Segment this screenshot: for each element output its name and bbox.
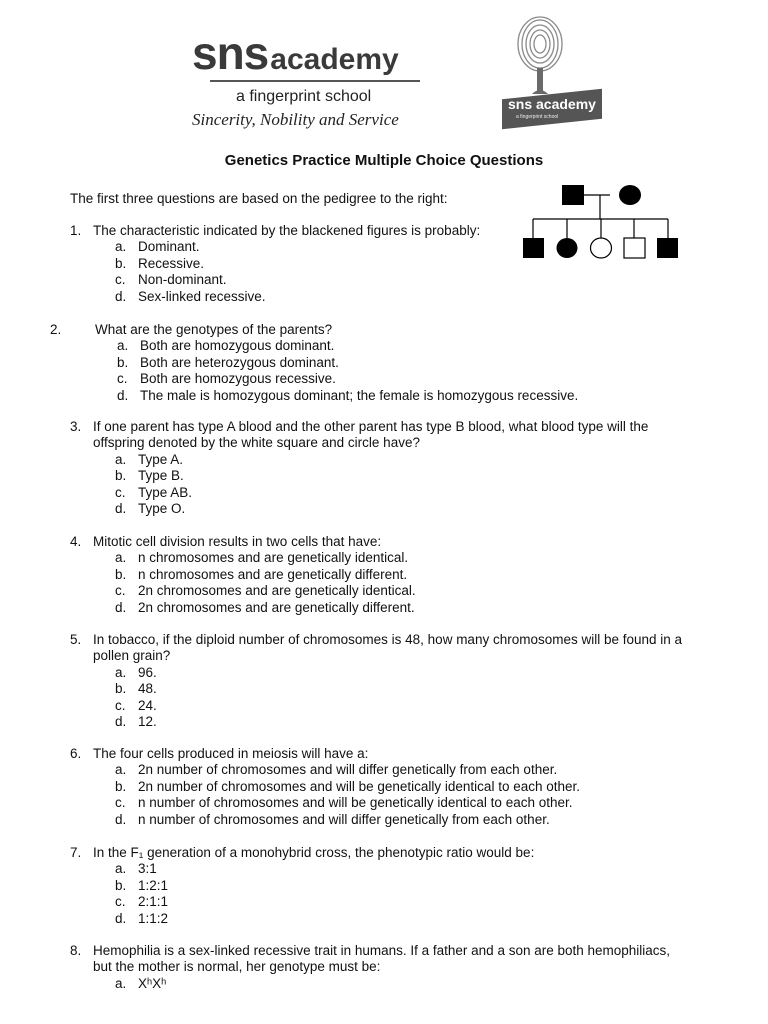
question-stem: but the mother is normal, her genotype must be: (93, 959, 381, 975)
brand-name (192, 27, 462, 79)
fingerprint-icon (510, 16, 570, 96)
option-text: 2n chromosomes and are genetically identical. (138, 583, 416, 599)
option-letter: a. (115, 451, 127, 467)
question-number: 8. (70, 943, 82, 958)
option-letter: a. (115, 550, 127, 566)
fingerprint-tree-logo (500, 16, 604, 128)
option-letter: d. (115, 713, 127, 729)
option-letter: a. (115, 861, 127, 877)
question-number: 4. (70, 534, 82, 549)
option-letter: d. (115, 599, 127, 615)
question-number: 2. (50, 322, 62, 337)
pedigree-diagram (520, 183, 684, 261)
option-text: Dominant. (138, 239, 200, 255)
option-letter: b. (115, 778, 127, 794)
option-text: Type B. (138, 468, 184, 484)
question-number: 7. (70, 845, 82, 860)
option-letter: a. (115, 664, 127, 680)
option-letter: c. (115, 697, 126, 713)
father-affected-square (562, 185, 584, 205)
option-text: The male is homozygous dominant; the female is homozygous recessive. (140, 387, 579, 403)
brand-sns: sns (192, 27, 269, 79)
option-letter: c. (117, 371, 128, 387)
question-stem: In tobacco, if the diploid number of chromosomes is 48, how many chromosomes will be found in a (93, 632, 683, 647)
option-letter: d. (115, 910, 127, 926)
brand-tagline: Sincerity, Nobility and Service (192, 110, 399, 129)
option-text: 2:1:1 (138, 894, 169, 910)
page-title: Genetics Practice Multiple Choice Questions (224, 152, 544, 169)
brand-logo (192, 27, 462, 129)
option-text: 2n chromosomes and are genetically different. (138, 599, 415, 615)
option-text: 1:2:1 (138, 877, 169, 893)
brand-divider (210, 80, 420, 82)
option-letter: a. (115, 762, 127, 778)
option-letter: d. (115, 500, 127, 516)
option-text: 48. (138, 681, 157, 697)
option-letter: c. (115, 795, 126, 811)
option-letter: b. (115, 681, 127, 697)
option-text: Both are heterozygous dominant. (140, 354, 339, 370)
question-stem: The characteristic indicated by the blackened figures is probably: (93, 223, 481, 238)
mother-affected-circle (619, 185, 641, 205)
option-text: Non-dominant. (138, 272, 227, 288)
question-number: 3. (70, 419, 82, 434)
option-letter: b. (115, 468, 127, 484)
child-affected-square-2 (657, 238, 678, 258)
option-text: 3:1 (138, 861, 157, 877)
option-letter: d. (117, 387, 129, 403)
option-text: 2n number of chromosomes and will differ genetically from each other. (138, 762, 558, 778)
question-stem: pollen grain? (93, 648, 171, 664)
question-number: 5. (70, 632, 82, 647)
option-letter: b. (117, 354, 129, 370)
option-letter: a. (115, 975, 127, 991)
option-letter: b. (115, 877, 127, 893)
question-stem: If one parent has type A blood and the other parent has type B blood, what blood type will the (93, 419, 649, 434)
option-text: n number of chromosomes and will be genetically identical to each other. (138, 795, 573, 811)
option-text: n chromosomes and are genetically different. (138, 566, 408, 582)
option-text: 24. (138, 697, 157, 713)
question-stem: Hemophilia is a sex-linked recessive trait in humans. If a father and a son are both hemophiliacs, (93, 943, 671, 958)
option-text: n number of chromosomes and will differ genetically from each other. (138, 811, 550, 827)
option-letter: b. (115, 566, 127, 582)
option-text: Type A. (138, 451, 184, 467)
child-affected-square-1 (523, 238, 544, 258)
option-letter: c. (115, 272, 126, 288)
option-text: XʰXʰ (138, 975, 167, 991)
brand-academy: academy (270, 43, 399, 76)
option-letter: c. (115, 583, 126, 599)
question-number: 1. (70, 223, 82, 238)
option-letter: a. (117, 338, 129, 354)
option-text: 1:1:2 (138, 910, 169, 926)
option-text: n chromosomes and are genetically identical. (138, 550, 409, 566)
intro-text: The first three questions are based on the pedigree to the right: (70, 191, 448, 206)
option-text: Recessive. (138, 255, 205, 271)
option-text: Type O. (138, 500, 186, 516)
child-unaffected-square (624, 238, 645, 258)
option-letter: d. (115, 288, 127, 304)
question-stem: In the F₁ generation of a monohybrid cross, the phenotypic ratio would be: (93, 845, 535, 860)
option-text: Sex-linked recessive. (138, 288, 266, 304)
option-text: Both are homozygous recessive. (140, 371, 336, 387)
question-stem: What are the genotypes of the parents? (95, 322, 333, 337)
option-text: 12. (138, 713, 157, 729)
option-letter: c. (115, 894, 126, 910)
question-stem: offspring denoted by the white square and circle have? (93, 435, 420, 451)
child-unaffected-circle (591, 238, 612, 258)
option-text: 96. (138, 664, 157, 680)
question-number: 6. (70, 746, 82, 761)
option-text: Both are homozygous dominant. (140, 338, 335, 354)
option-letter: b. (115, 255, 127, 271)
brand-subtitle: a fingerprint school (236, 88, 372, 105)
option-letter: a. (115, 239, 127, 255)
question-stem: The four cells produced in meiosis will have a: (93, 746, 369, 761)
question-stem: Mitotic cell division results in two cells that have: (93, 534, 382, 549)
logo-badge-subtext: a fingerprint school (516, 114, 559, 120)
option-text: Type AB. (138, 484, 193, 500)
logo-badge-text: sns academy (508, 96, 596, 112)
option-text: 2n number of chromosomes and will be genetically identical to each other. (138, 778, 580, 794)
child-affected-circle (557, 238, 578, 258)
option-letter: c. (115, 484, 126, 500)
option-letter: d. (115, 811, 127, 827)
